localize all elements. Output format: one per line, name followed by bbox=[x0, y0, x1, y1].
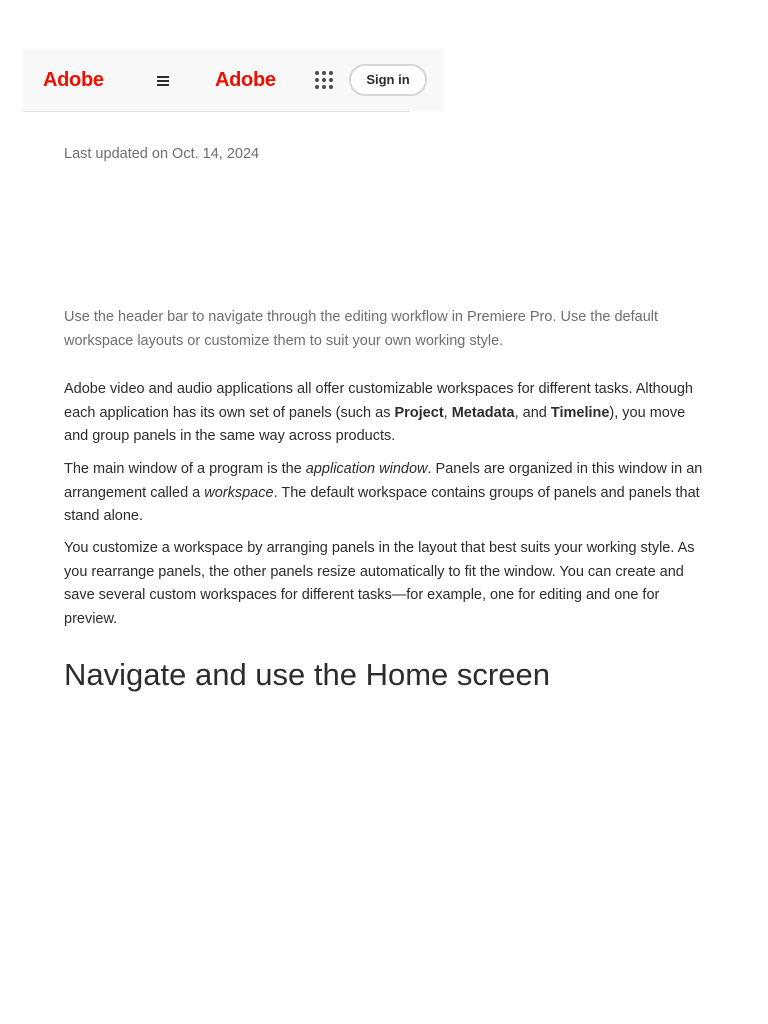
term-application-window: application window bbox=[305, 461, 428, 477]
term-project: Project bbox=[394, 404, 444, 421]
paragraph-application-window bbox=[64, 458, 704, 529]
last-updated-date: Last updated on Oct. 14, 2024 bbox=[64, 146, 260, 162]
article-intro: Use the header bar to navigate through the editing workflow in Premiere Pro. Use the default workspace layouts or customize them to suit your own working style. bbox=[64, 309, 659, 349]
sign-in-button[interactable]: Sign in bbox=[349, 64, 427, 96]
paragraph-text: The main window of a program is the bbox=[64, 461, 306, 477]
adobe-logo[interactable]: Adobe bbox=[43, 69, 104, 91]
paragraph-text: ), you move and group panels in the same way across products. bbox=[64, 404, 686, 444]
term-metadata: Metadata bbox=[451, 404, 515, 421]
separator: , bbox=[443, 404, 452, 421]
hamburger-menu-icon[interactable] bbox=[157, 76, 170, 87]
paragraph-customize: You customize a workspace by arranging panels in the layout that best suits your working style. As you rearrange panels, the other panels resize automatically to fit the window. You can create and save several custom workspaces for different tasks—for example, one for editing and one for preview. bbox=[64, 540, 695, 627]
paragraph-text: . The default workspace contains groups of panels and panels that stand alone. bbox=[64, 484, 700, 524]
app-grid-icon[interactable] bbox=[315, 71, 333, 89]
term-workspace: workspace bbox=[204, 484, 274, 501]
section-heading: Navigate and use the Home screen bbox=[64, 657, 550, 692]
paragraph-workspaces bbox=[64, 378, 704, 449]
paragraph-text: Adobe video and audio applications all offer customizable workspaces for different tasks. Although each application has its own set of panels (such as bbox=[64, 381, 693, 421]
adobe-logo-secondary[interactable]: Adobe bbox=[215, 69, 276, 91]
header-divider bbox=[23, 111, 410, 112]
paragraph-text: . Panels are organized in this window in an arrangement called a bbox=[64, 461, 703, 501]
separator: , and bbox=[514, 404, 551, 421]
term-timeline: Timeline bbox=[550, 404, 610, 421]
